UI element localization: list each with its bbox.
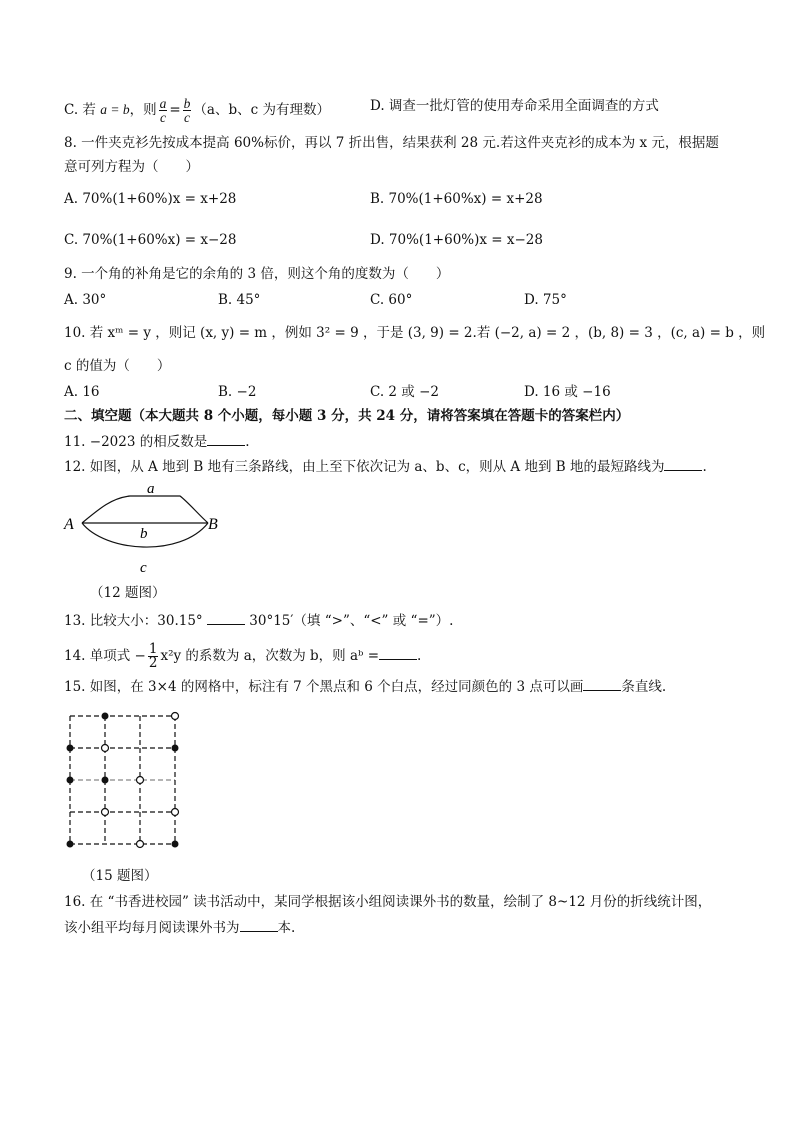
- q8-stem-line2: 意可列方程为（ ）: [64, 159, 199, 175]
- q11: 11. −2023 的相反数是 .: [64, 434, 250, 450]
- white-point: [172, 713, 179, 720]
- black-point: [67, 745, 74, 752]
- q11-answer-blank[interactable]: [207, 433, 245, 446]
- q10-option-b: B. −2: [218, 384, 257, 400]
- fig15-caption: （15 题图）: [82, 868, 158, 884]
- q9-option-a: A. 30°: [64, 292, 107, 308]
- fig12-label-b-point: B: [208, 516, 218, 533]
- white-point: [137, 777, 144, 784]
- q14: 14. 单项式 − $\frac{1}{2}$ x²y 的系数为 a，次数为 b，则 aᵇ = .: [64, 641, 422, 671]
- q10-option-c: C. 2 或 −2: [370, 384, 440, 400]
- q12: 12. 如图，从 A 地到 B 地有三条路线，由上至下依次记为 a、b、c，则从 A 地到 B 地的最短路线为 .: [64, 459, 707, 475]
- q14-answer-blank[interactable]: [379, 647, 417, 660]
- black-point: [102, 713, 109, 720]
- q12-answer-blank[interactable]: [664, 458, 702, 471]
- fig12-caption: （12 题图）: [90, 585, 166, 601]
- q9-option-d: D. 75°: [524, 292, 567, 308]
- fig12-route-b-label: b: [140, 526, 148, 542]
- white-point: [102, 745, 109, 752]
- q9-stem: 9. 一个角的补角是它的余角的 3 倍，则这个角的度数为（ ）: [64, 266, 450, 282]
- q13-answer-blank[interactable]: [207, 612, 245, 625]
- black-point: [172, 745, 179, 752]
- q7-option-d: D. 调查一批灯管的使用寿命采用全面调查的方式: [370, 98, 659, 114]
- q16-answer-blank[interactable]: [240, 919, 278, 932]
- q16-line1: 16. 在 “书香进校园” 读书活动中，某同学根据该小组阅读课外书的数量，绘制了 8~12 月份的折线统计图，: [64, 894, 712, 910]
- fig12-route-c-label: c: [140, 560, 147, 576]
- q8-option-c: C. 70%(1+60%x) = x−28: [64, 232, 237, 248]
- figure-12-routes: [60, 480, 230, 580]
- black-point: [172, 841, 179, 848]
- q15-answer-blank[interactable]: [583, 678, 621, 691]
- q8-option-d: D. 70%(1+60%)x = x−28: [370, 232, 543, 248]
- q10-option-d: D. 16 或 −16: [524, 384, 611, 400]
- figure-15-grid: [60, 706, 190, 854]
- q8-option-a: A. 70%(1+60%)x = x+28: [64, 191, 237, 207]
- q9-option-b: B. 45°: [218, 292, 261, 308]
- black-point: [102, 777, 109, 784]
- q8-stem-line1: 8. 一件夹克衫先按成本提高 60%标价，再以 7 折出售，结果获利 28 元.若这件夹克衫的成本为 x 元，根据题: [64, 135, 719, 151]
- q15: 15. 如图，在 3×4 的网格中，标注有 7 个黑点和 6 个白点，经过同颜色的 3 点可以画 条直线.: [64, 679, 667, 695]
- q13: 13. 比较大小：30.15° 30°15′（填 “>”、“<” 或 “=”）.: [64, 613, 454, 629]
- q10-option-a: A. 16: [64, 384, 100, 400]
- fig12-route-a-label: a: [147, 481, 155, 497]
- white-point: [172, 809, 179, 816]
- q10-stem-line1: 10. 若 xᵐ = y ，则记 (x, y) = m ，例如 3² = 9 ，于是 (3, 9) = 2.若 (−2, a) = 2 ，(b, 8) = 3 ，(c, a) = b ，则: [64, 325, 766, 341]
- white-point: [137, 841, 144, 848]
- q16-line2: 该小组平均每月阅读课外书为 本.: [64, 920, 296, 936]
- black-point: [67, 777, 74, 784]
- fig12-label-a-point: A: [64, 516, 74, 533]
- section-heading-fill-in: 二、填空题（本大题共 8 个小题，每小题 3 分，共 24 分，请将答案填在答题卡的答案栏内）: [64, 408, 630, 424]
- q10-stem-line2: c 的值为（ ）: [64, 358, 171, 374]
- q9-option-c: C. 60°: [370, 292, 413, 308]
- white-point: [102, 809, 109, 816]
- black-point: [67, 841, 74, 848]
- q7-option-c: C. 若 a = b，则 $\frac{a}{c}$ = $\frac{b}{c}$ （a、b、c 为有理数）: [64, 96, 330, 125]
- q8-option-b: B. 70%(1+60%x) = x+28: [370, 191, 543, 207]
